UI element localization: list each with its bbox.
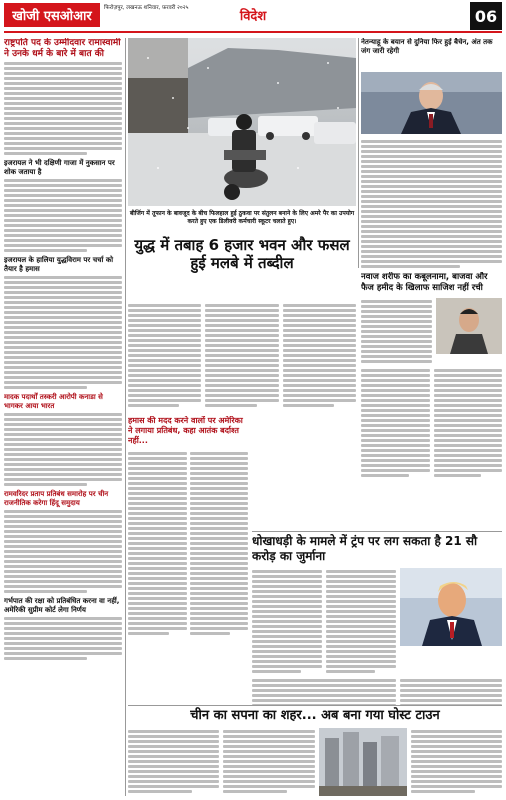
china-body-col-2 xyxy=(223,730,314,796)
column-divider-left xyxy=(125,38,126,796)
snow-street-photo xyxy=(128,38,356,206)
netanyahu-story xyxy=(361,38,502,270)
trump-story xyxy=(252,534,502,706)
main-story-body xyxy=(128,302,356,412)
left-lead-headline: राष्ट्रपति पद के उम्मीदवार रामास्वामी ने उनके धर्म के बारे में बात की xyxy=(4,38,121,59)
main-story-headline: युद्ध में तबाह 6 हजार भवन और फसल हुई मलबे में तब्दील xyxy=(134,236,350,272)
netanyahu-photo xyxy=(361,72,502,134)
masthead-rule xyxy=(4,31,502,33)
nawaz-story xyxy=(361,272,502,532)
hamas-body-col-1 xyxy=(128,452,187,635)
left-story-2-body xyxy=(4,276,122,389)
trump-headline: धोखाधड़ी के मामले में ट्रंप पर लग सकता है 21 सौ करोड़ का जुर्माना xyxy=(252,534,478,563)
nawaz-photo-illustration xyxy=(436,298,502,354)
trump-body-col-2 xyxy=(326,570,396,673)
horizontal-rule-china xyxy=(128,705,502,706)
masthead xyxy=(0,0,506,34)
ghost-town-illustration xyxy=(319,728,407,796)
snow-photo-caption: बीजिंग में तूफान के बावजूद के बीच फिलहाल हुई ठुकवा पर संतुलन बनाने के लिए अमरे पैर का उपयोग करते हुए एक डिलीवरी कर्मचारी स्कूटर चलाते हुए। xyxy=(129,210,355,225)
trump-photo xyxy=(400,568,502,646)
left-lead-body xyxy=(4,62,122,155)
hamas-body-col-2 xyxy=(190,452,249,635)
trump-body-col-4 xyxy=(400,679,502,706)
dateline: फिरोज़पुर, लखनऊ शनिवार, फ़रवरी २०२५ xyxy=(104,5,189,11)
page-number: 06 xyxy=(470,2,502,30)
section-title: विदेश xyxy=(239,9,267,24)
snow-scene-illustration xyxy=(128,38,356,206)
netanyahu-body xyxy=(361,140,502,268)
trump-body-col-1 xyxy=(252,570,322,673)
china-headline: चीन का सपना का शहर... अब बना गया घोस्ट टाउन xyxy=(190,708,440,723)
main-story-body-col-2 xyxy=(205,304,278,412)
trump-photo-illustration xyxy=(400,568,502,646)
china-body-col-1 xyxy=(128,730,219,796)
left-story-2-headline: इजरायल के हालिया युद्धविराम पर चर्चा को तैयार है हमास xyxy=(4,256,114,273)
netanyahu-photo-illustration xyxy=(361,72,502,134)
nawaz-headline: नवाज शरीफ का कबूलनामा, बाजवा और फैज हमीद के खिलाफ साजिश नहीं रची xyxy=(361,272,488,293)
left-story-4-body xyxy=(4,510,122,593)
trump-body-col-3 xyxy=(252,679,396,706)
nawaz-photo xyxy=(436,298,502,354)
nawaz-body-left xyxy=(361,300,432,363)
newspaper-logo: खोजी एसओआर xyxy=(4,3,100,27)
left-story-5-headline: गर्भपात की रक्षा को प्रतिबंधित करना वा नहीं, अमेरिकी सुप्रीम कोर्ट लेगा निर्णय xyxy=(4,597,120,614)
left-story-5-body xyxy=(4,617,122,660)
main-story-body-col-3 xyxy=(283,304,356,412)
column-divider-mid xyxy=(358,38,359,268)
left-story-3-body xyxy=(4,413,122,486)
nawaz-body-col-2 xyxy=(434,369,503,477)
left-story-4-headline: रामवरिदर प्रताप प्रतिबंध समारोह पर चीन राजनीतिक करेगा हिंदू समुदाय xyxy=(4,490,109,507)
left-story-3-headline: मादक पदार्थों तस्करी आरोपी कनाडा से भागकर आया भारत xyxy=(4,393,103,410)
hamas-headline: हमास की मदद करने वालों पर अमेरिका ने लगाया प्रतिबंध, कहा आतंक बर्दाश्त नहीं... xyxy=(128,416,243,445)
china-body-col-3 xyxy=(411,730,502,796)
hamas-story xyxy=(128,416,248,648)
horizontal-rule-trump xyxy=(252,531,502,532)
china-photo xyxy=(319,728,407,796)
china-story-body xyxy=(128,728,502,796)
left-story-1-headline: इजरायल ने भी दक्षिणी गाजा में नुकसान पर शोक जताया है xyxy=(4,159,115,176)
nawaz-body-col-1 xyxy=(361,369,430,477)
main-story-body-col-1 xyxy=(128,304,201,412)
left-story-1-body xyxy=(4,179,122,252)
netanyahu-headline: नेतन्याहू के बयान से दुनिया फिर हुई बैचेन, अंत तक जंग जारी रहेगी xyxy=(361,38,493,55)
left-column xyxy=(4,38,122,796)
